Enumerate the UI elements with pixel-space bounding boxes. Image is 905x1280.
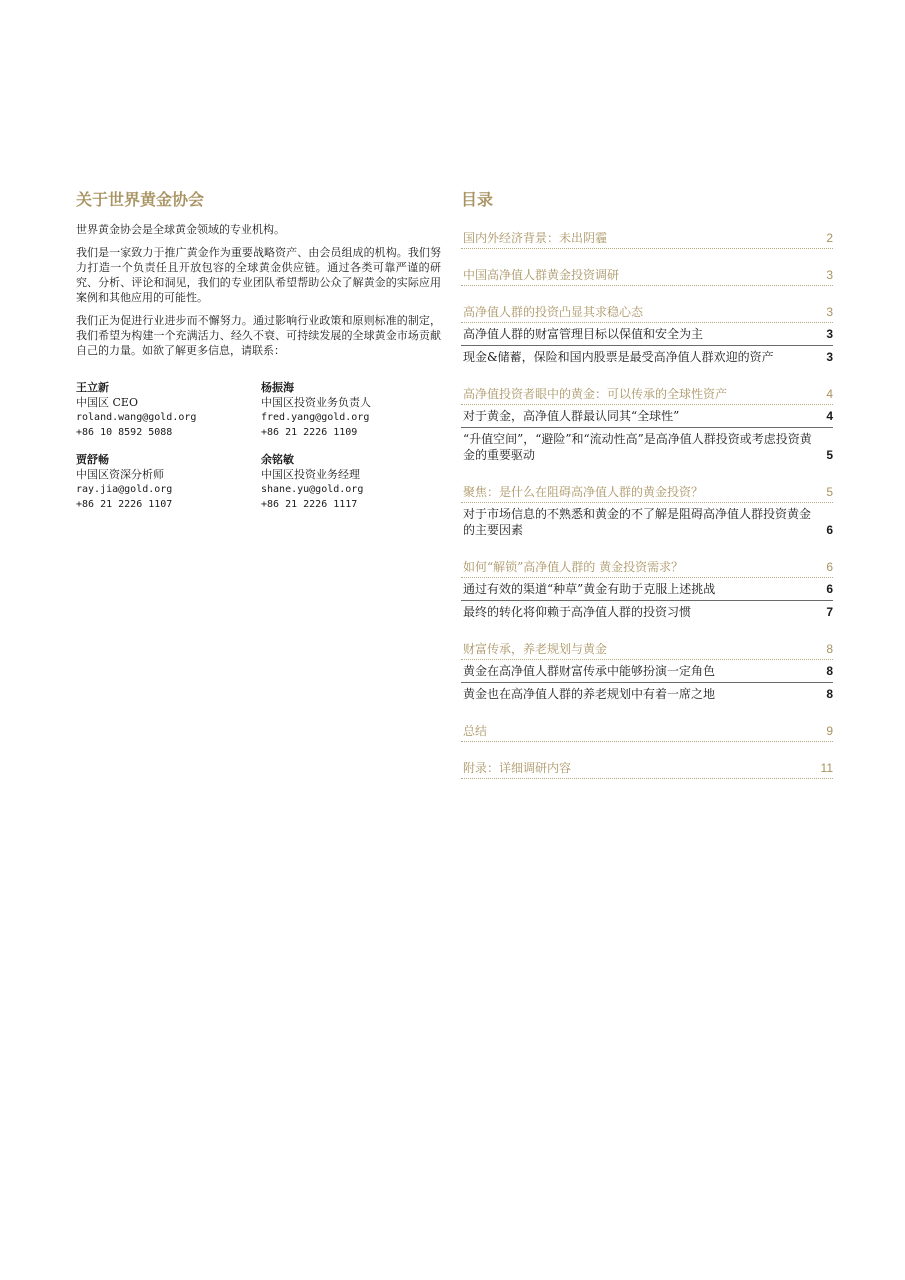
about-paragraph: 世界黄金协会是全球黄金领域的专业机构。 [76, 223, 285, 236]
toc-subsection-title: 对于市场信息的不熟悉和黄金的不了解是阻碍高净值人群投资黄金的主要因素 [463, 507, 812, 537]
toc-section-title: 总结 [463, 724, 488, 738]
toc-page-number: 6 [826, 582, 833, 596]
toc-page-number: 8 [826, 642, 833, 656]
contact-card [76, 452, 261, 512]
toc-subsection-title: 通过有效的渠道“种草”黄金有助于克服上述挑战 [463, 582, 716, 596]
contact-phone: +86 21 2226 1109 [261, 427, 358, 438]
toc-section-title: 如何“解锁”高净值人群的 黄金投资需求？ [463, 560, 684, 574]
toc-section-title: 中国高净值人群黄金投资调研 [463, 268, 620, 282]
toc-page-number: 8 [826, 687, 833, 701]
contact-name: 王立新 [76, 381, 109, 394]
toc-section-entry[interactable] [461, 721, 833, 742]
toc-subsection-title: 对于黄金，高净值人群最认同其“全球性” [463, 409, 680, 423]
contact-email[interactable]: roland.wang@gold.org [76, 412, 197, 423]
toc-section-title: 高净值投资者眼中的黄金：可以传承的全球性资产 [463, 387, 728, 401]
toc-section-entry[interactable] [461, 557, 833, 578]
toc-subsection-title: “升值空间”，“避险”和“流动性高”是高净值人群投资或考虑投资黄金的重要驱动 [463, 432, 812, 462]
contact-phone: +86 10 8592 5088 [76, 427, 173, 438]
toc-section-title: 聚焦：是什么在阻碍高净值人群的黄金投资？ [463, 485, 704, 499]
toc-section-title: 附录：详细调研内容 [463, 761, 572, 775]
contact-card [261, 380, 441, 440]
contact-phone: +86 21 2226 1107 [76, 499, 173, 510]
contact-role: 中国区投资业务负责人 [261, 396, 371, 409]
toc-section-entry[interactable] [461, 302, 833, 323]
toc-section-title: 财富传承，养老规划与黄金 [463, 642, 608, 656]
toc-page-number: 11 [820, 761, 833, 775]
toc-page-number: 2 [826, 231, 833, 245]
toc-page-number: 3 [826, 268, 833, 282]
toc-section-entry[interactable] [461, 482, 833, 503]
contacts-grid [76, 380, 441, 512]
toc-section-entry[interactable] [461, 758, 833, 779]
toc-subsection-title: 高净值人群的财富管理目标以保值和安全为主 [463, 327, 704, 341]
toc-page-number: 3 [826, 350, 833, 364]
toc-subsection-entry[interactable] [461, 660, 833, 683]
contact-role: 中国区投资业务经理 [261, 468, 360, 481]
contact-name: 余铭敏 [261, 453, 294, 466]
about-title: 关于世界黄金协会 [76, 190, 205, 209]
toc-subsection-entry[interactable] [461, 428, 833, 466]
toc-subsection-title: 最终的转化将仰赖于高净值人群的投资习惯 [463, 605, 692, 619]
toc-page-number: 3 [826, 305, 833, 319]
contact-card [76, 380, 261, 440]
toc-page-number: 4 [826, 409, 833, 423]
toc-section-entry[interactable] [461, 228, 833, 249]
toc-page-number: 7 [826, 605, 833, 619]
contact-email[interactable]: fred.yang@gold.org [261, 412, 370, 423]
toc-subsection-entry[interactable] [461, 503, 833, 541]
toc-section-entry[interactable] [461, 639, 833, 660]
toc-page-number: 5 [826, 448, 833, 462]
toc-subsection-title: 黄金在高净值人群财富传承中能够扮演一定角色 [463, 664, 716, 678]
contact-phone: +86 21 2226 1117 [261, 499, 358, 510]
about-paragraph: 我们是一家致力于推广黄金作为重要战略资产、由会员组成的机构。我们努力打造一个负责任且开放包容的全球黄金供应链。通过各类可靠严谨的研究、分析、评论和洞见，我们的专业团队希望帮助公众了解黄金的实际应用案例和其他应用的可能性。 [76, 246, 441, 304]
toc-section-entry[interactable] [461, 384, 833, 405]
toc-section [461, 190, 833, 779]
toc-subsection-entry[interactable] [461, 578, 833, 601]
toc-section-title: 高净值人群的投资凸显其求稳心态 [463, 305, 644, 319]
toc-page-number: 8 [826, 664, 833, 678]
contact-email[interactable]: shane.yu@gold.org [261, 484, 364, 495]
toc-page-number: 6 [826, 560, 833, 574]
toc-page-number: 4 [826, 387, 833, 401]
about-section [76, 190, 441, 512]
toc-section-title: 国内外经济背景：未出阴霾 [463, 231, 608, 245]
toc-section-entry[interactable] [461, 265, 833, 286]
toc-subsection-entry[interactable] [461, 405, 833, 428]
toc-subsection-entry[interactable] [461, 601, 833, 623]
toc-title: 目录 [461, 190, 494, 209]
toc-subsection-entry[interactable] [461, 346, 833, 368]
toc-list [461, 228, 833, 779]
about-paragraph: 我们正为促进行业进步而不懈努力。通过影响行业政策和原则标准的制定，我们希望为构建一个充满活力、经久不衰、可持续发展的全球黄金市场贡献自己的力量。如欲了解更多信息，请联系： [76, 314, 441, 357]
toc-subsection-title: 现金&储蓄，保险和国内股票是最受高净值人群欢迎的资产 [463, 350, 774, 364]
toc-page-number: 9 [826, 724, 833, 738]
contact-name: 杨振海 [261, 381, 294, 394]
contact-card [261, 452, 441, 512]
toc-subsection-entry[interactable] [461, 323, 833, 346]
contact-name: 贾舒畅 [76, 453, 109, 466]
toc-page-number: 3 [826, 327, 833, 341]
toc-subsection-title: 黄金也在高净值人群的养老规划中有着一席之地 [463, 687, 716, 701]
contact-email[interactable]: ray.jia@gold.org [76, 484, 173, 495]
toc-page-number: 5 [826, 485, 833, 499]
contact-role: 中国区 CEO [76, 396, 138, 409]
contact-role: 中国区资深分析师 [76, 468, 164, 481]
toc-page-number: 6 [826, 523, 833, 537]
toc-subsection-entry[interactable] [461, 683, 833, 705]
